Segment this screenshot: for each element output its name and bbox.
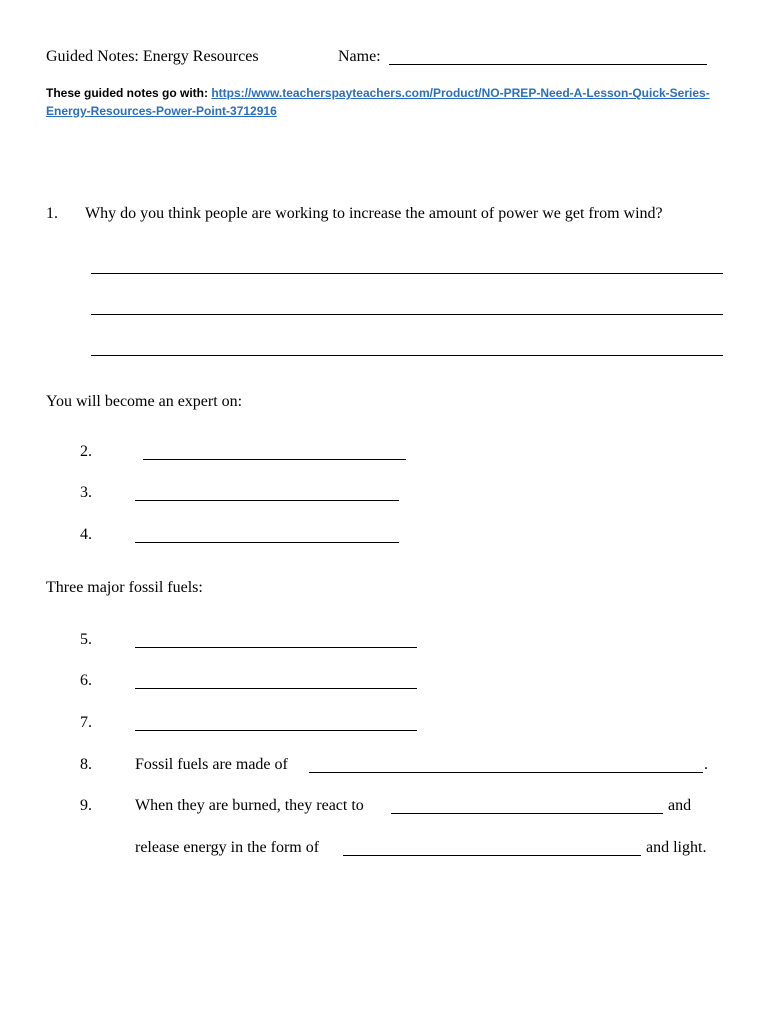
- q9-line1-text: When they are burned, they react to: [135, 797, 364, 814]
- q9-number: 9.: [80, 797, 92, 814]
- name-field[interactable]: [389, 64, 707, 65]
- answer-line[interactable]: [135, 730, 417, 731]
- q9-line2-text: release energy in the form of: [135, 839, 320, 856]
- list-number: 6.: [80, 672, 92, 689]
- answer-line[interactable]: [143, 459, 406, 460]
- q1-text: Why do you think people are working to increase the amount of power we get from wind?: [85, 205, 663, 222]
- q9-line2-after: and light.: [646, 839, 707, 856]
- answer-line[interactable]: [391, 813, 663, 814]
- q8-period: .: [704, 756, 708, 773]
- answer-line[interactable]: [343, 855, 641, 856]
- list-number: 7.: [80, 714, 92, 731]
- answer-line[interactable]: [135, 500, 399, 501]
- answer-line[interactable]: [135, 647, 417, 648]
- product-link[interactable]: https://www.teacherspayteachers.com/Product/NO-PREP-Need-A-Lesson-Quick-Series-: [211, 86, 710, 100]
- answer-line[interactable]: [135, 542, 399, 543]
- answer-line[interactable]: [91, 355, 723, 356]
- list-number: 5.: [80, 631, 92, 648]
- intro-link-cont: [46, 104, 277, 118]
- answer-line[interactable]: [135, 688, 417, 689]
- answer-line[interactable]: [91, 314, 723, 315]
- q1-number: 1.: [46, 205, 58, 222]
- q9-line1-after: and: [668, 797, 692, 814]
- answer-line[interactable]: [91, 273, 723, 274]
- intro-text: [46, 86, 710, 100]
- q8-number: 8.: [80, 756, 92, 773]
- list-number: 4.: [80, 526, 92, 543]
- answer-line[interactable]: [309, 772, 703, 773]
- product-link-cont[interactable]: Energy-Resources-Power-Point-3712916: [46, 104, 277, 118]
- expert-heading: You will become an expert on:: [46, 393, 243, 410]
- page-title: Guided Notes: Energy Resources: [46, 48, 259, 65]
- list-number: 3.: [80, 484, 92, 501]
- list-number: 2.: [80, 443, 92, 460]
- name-label: Name:: [338, 48, 381, 65]
- q8-text: Fossil fuels are made of: [135, 756, 288, 773]
- fossil-heading: Three major fossil fuels:: [46, 579, 203, 596]
- intro-prefix: These guided notes go with:: [46, 86, 212, 100]
